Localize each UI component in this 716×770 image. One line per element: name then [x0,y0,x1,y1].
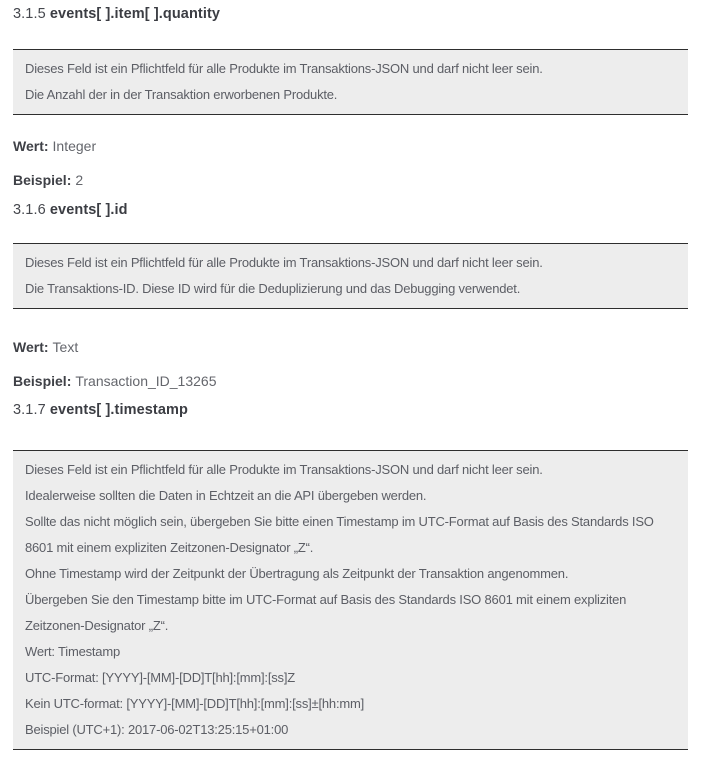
heading-title: events[ ].id [49,202,128,218]
info-box [13,49,688,115]
info-box-line: Dieses Feld ist ein Pflichtfeld für alle Produkte im Transaktions-JSON und darf nicht leer sein. [25,462,543,477]
info-box-line: Dieses Feld ist ein Pflichtfeld für alle Produkte im Transaktions-JSON und darf nicht leer sein. [25,61,543,76]
heading-title: events[ ].item[ ].quantity [49,6,221,22]
section-timestamp [13,400,688,750]
section-heading [13,200,688,220]
info-box-line: Die Transaktions-ID. Diese ID wird für die Deduplizierung und das Debugging verwendet. [25,281,521,296]
section-heading [13,4,688,24]
info-box-line: Übergeben Sie den Timestamp bitte im UTC-Format auf Basis des Standards ISO 8601 mit einem expliziten [25,592,627,607]
info-box-line: 8601 mit einem expliziten Zeitzonen-Designator „Z“. [25,540,314,555]
field-label: Wert: [13,339,49,355]
field-label: Beispiel: [13,373,72,389]
info-box [13,243,688,309]
heading-number: 3.1.7 [13,402,46,418]
info-box-line: Idealerweise sollten die Daten in Echtzeit an die API übergeben werden. [25,488,427,503]
field-value: Text [52,339,79,355]
info-box-line: Die Anzahl der in der Transaktion erworbenen Produkte. [25,87,338,102]
info-box-line: Dieses Feld ist ein Pflichtfeld für alle Produkte im Transaktions-JSON und darf nicht leer sein. [25,255,543,270]
section-heading [13,400,688,420]
documentation-content [13,4,688,750]
field-row-wert [13,136,688,156]
field-row-beispiel [13,170,688,190]
section-id [13,200,688,391]
field-label: Beispiel: [13,172,72,188]
field-value: Integer [52,138,97,154]
field-row-beispiel [13,371,688,391]
field-row-wert [13,337,688,357]
section-quantity [13,4,688,190]
heading-number: 3.1.6 [13,202,46,218]
info-box-line: Sollte das nicht möglich sein, übergeben Sie bitte einen Timestamp im UTC-Format auf Basis des Standards ISO [25,514,654,529]
info-box-line: UTC-Format: [YYYY]-[MM]-[DD]T[hh]:[mm]:[ss]Z [25,670,295,685]
info-box-line: Kein UTC-format: [YYYY]-[MM]-[DD]T[hh]:[mm]:[ss]±[hh:mm] [25,696,365,711]
field-value: 2 [75,172,84,188]
info-box-line: Ohne Timestamp wird der Zeitpunkt der Übertragung als Zeitpunkt der Transaktion angenommen. [25,566,569,581]
info-box-line: Beispiel (UTC+1): 2017-06-02T13:25:15+01:00 [25,722,289,737]
info-box-line: Wert: Timestamp [25,644,121,659]
info-box [13,450,688,750]
heading-title: events[ ].timestamp [49,402,188,418]
field-value: Transaction_ID_13265 [75,373,217,389]
info-box-line: Zeitzonen-Designator „Z“. [25,618,169,633]
heading-number: 3.1.5 [13,6,46,22]
field-label: Wert: [13,138,49,154]
